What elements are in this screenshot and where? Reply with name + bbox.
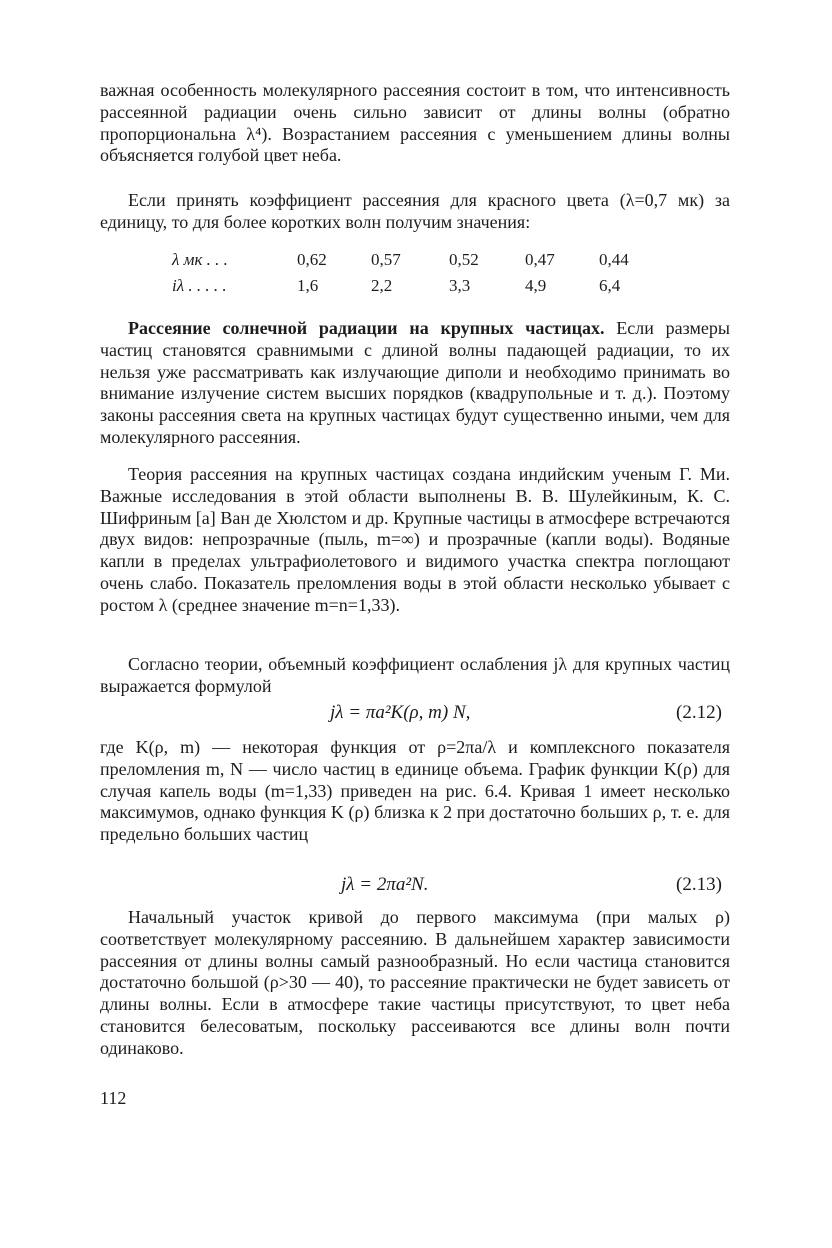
paragraph-function-k: где K(ρ, m) — некоторая функция от ρ=2πa/λ и комплексного показателя преломления m, N — число частиц в единице объема. График функции K(ρ) для случая капель воды (m=1,33) приведен на рис. 6.4. Кривая 1 имеет несколько максимумов, однако функция K (ρ) близка к 2 при достаточно больших ρ, т. е. для предельно больших частиц (100, 737, 730, 845)
table-row-label: λ мк . . . (172, 250, 228, 269)
table-cell: 0,47 (525, 250, 555, 269)
formula-2-13: jλ = 2πa²N. (341, 874, 429, 895)
table-cell: 0,62 (297, 250, 327, 269)
table-cell: 0,52 (449, 250, 479, 269)
paragraph-large-particles (100, 318, 730, 449)
paragraph-initial-segment: Начальный участок кривой до первого максимума (при малых ρ) соответствует молекулярному рассеянию. В дальнейшем характер зависимости рассеяния от длины волны самый разнообразный. Но если частица становится достаточно большой (ρ>30 — 40), то рассеяние практически не будет зависеть от длины волны. Если в атмосфере такие частицы присутствуют, то цвет неба становится белесоватым, поскольку рассеиваются все длины волн почти одинаково. (100, 907, 730, 1058)
table-cell: 3,3 (449, 276, 471, 295)
paragraph-molecular-scattering: важная особенность молекулярного рассеяния состоит в том, что интенсивность рассеянной радиации очень сильно зависит от длины волны (обратно пропорциональна λ⁴). Возрастанием рассеяния с уменьшением длины волны объясняется голубой цвет неба. (100, 80, 730, 166)
formula-number: (2.12) (676, 702, 722, 723)
table-cell: 6,4 (599, 276, 621, 295)
paragraph-extinction-coefficient: Согласно теории, объемный коэффициент ослабления jλ для крупных частиц выражается формулой (100, 654, 730, 696)
table-cell: 2,2 (371, 276, 393, 295)
table-cell: 1,6 (297, 276, 319, 295)
formula-2-12: jλ = πa²K(ρ, m) N, (330, 702, 471, 723)
page-number: 112 (100, 1088, 127, 1108)
table-cell: 0,44 (599, 250, 629, 269)
table-cell: 4,9 (525, 276, 547, 295)
formula-number: (2.13) (676, 874, 722, 895)
table-cell: 0,57 (371, 250, 401, 269)
paragraph-scattering-coefficient: Если принять коэффициент рассеяния для красного цвета (λ=0,7 мк) за единицу, то для более коротких волн получим значения: (100, 190, 730, 232)
section-heading: Рассеяние солнечной радиации на крупных частицах. (128, 318, 605, 338)
paragraph-mie-theory: Теория рассеяния на крупных частицах создана индийским ученым Г. Ми. Важные исследования в этой области выполнены В. В. Шулейкиным, К. С. Шифриным [а] Ван де Хюлстом и др. Крупные частицы в атмосфере встречаются двух видов: непрозрачные (пыль, m=∞) и прозрачные (капли воды). Водяные капли в пределах ультрафиолетового и видимого участка спектра поглощают очень слабо. Показатель преломления воды в этой области несколько убывает с ростом λ (среднее значение m=n=1,33). (100, 464, 730, 615)
paragraph-body: Если размеры частиц становятся сравнимыми с длиной волны падающей радиации, то их нельзя уже рассматривать как излучающие диполи и необходимо принимать во внимание излучение систем высших порядков (квадрупольные и т. д.). Поэтому законы рассеяния света на крупных частицах будут существенно иными, чем для молекулярного рассеяния. (100, 318, 730, 447)
table-row-label: iλ . . . . . (172, 276, 227, 295)
